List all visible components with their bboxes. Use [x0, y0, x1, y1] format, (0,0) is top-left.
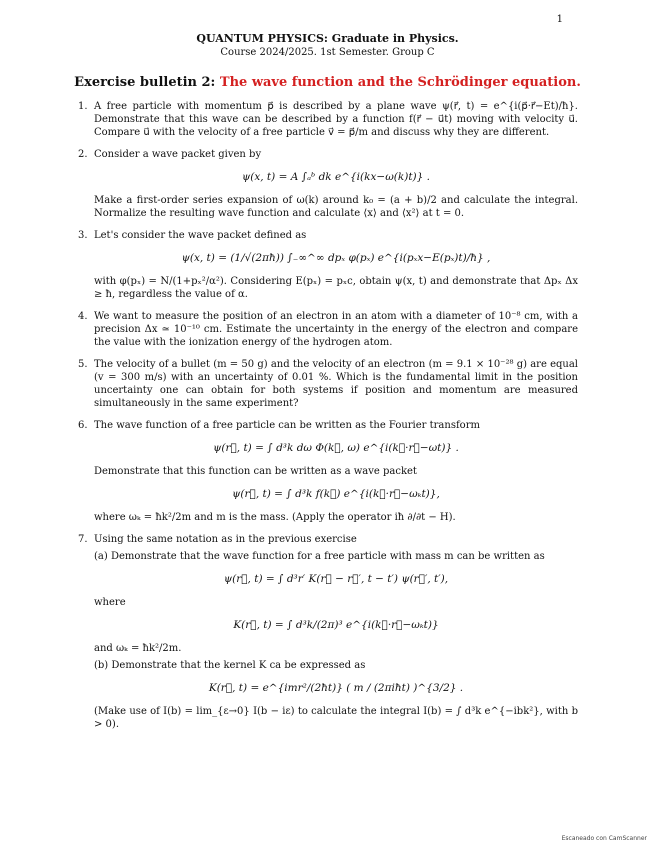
- exercise-number: 7.: [78, 534, 88, 545]
- exercise-intro: Let's consider the wave packet defined as: [94, 230, 307, 241]
- exercise-text: The velocity of a bullet (m = 50 g) and the velocity of an electron (m = 9.1 × 10⁻²⁸ g) are equal (v = 300 m/s) with an uncertainty of 0.01 %. Which is the fundamental limit in the position uncertainty one can obtain for both systems if position and momentum are measured simultaneously in the same experiment?: [94, 359, 578, 409]
- exercise-text: A free particle with momentum p⃗ is described by a plane wave ψ(r⃗, t) = e^{i(p⃗·r⃗−Et)/ħ}. Demonstrate that this wave can be described by a function f(r⃗ − u⃗t) moving with velocity u⃗. Compare u⃗ with the velocity of a free particle v⃗ = p⃗/m and discuss why they are different.: [94, 101, 578, 138]
- exercise-number: 2.: [78, 149, 88, 160]
- exercise-mid: Demonstrate that this function can be written as a wave packet: [94, 466, 417, 477]
- exercise-where: where: [94, 597, 126, 608]
- exercise-7: [78, 533, 578, 731]
- exercise-4: [78, 310, 578, 349]
- exercise-5: [78, 358, 578, 410]
- course-subtitle: Course 2024/2025. 1st Semester. Group C: [220, 47, 435, 58]
- exercise-list: [78, 100, 578, 740]
- exercise-number: 3.: [78, 230, 88, 241]
- exercise-3: [78, 229, 578, 301]
- equation: ψ(x, t) = A ∫ₐᵇ dk e^{i(kx−ω(k)t)} .: [241, 171, 431, 183]
- equation: K(r⃗, t) = ∫ d³k/(2π)³ e^{i(k⃗·r⃗−ωₖt)}: [233, 619, 439, 631]
- exercise-number: 4.: [78, 311, 88, 322]
- equation: ψ(r⃗, t) = ∫ d³r′ K(r⃗ − r⃗′, t − t′) ψ(r⃗′, t′),: [223, 573, 449, 585]
- exercise-text: We want to measure the position of an electron in an atom with a diameter of 10⁻⁸ cm, with a precision Δx ≃ 10⁻¹⁰ cm. Estimate the uncertainty in the energy of the electron and compare the value with the ionization energy of the hydrogen atom.: [94, 311, 578, 348]
- exercise-number: 5.: [78, 359, 88, 370]
- equation: K(r⃗, t) = e^{imr²/(2ħt)} ( m / (2πiħt) )^{3/2} .: [208, 682, 464, 694]
- course-title: QUANTUM PHYSICS: Graduate in Physics.: [196, 32, 459, 45]
- exercise-text: where ωₖ = ħk²/2m and m is the mass. (Apply the operator iħ ∂/∂t − H).: [94, 512, 456, 523]
- exercise-intro: Using the same notation as in the previous exercise: [94, 534, 357, 545]
- exercise-1: [78, 100, 578, 139]
- equation: ψ(r⃗, t) = ∫ d³k dω Φ(k⃗, ω) e^{i(k⃗·r⃗−ωt)} .: [213, 442, 459, 454]
- equation: ψ(x, t) = (1/√(2πħ)) ∫₋∞^∞ dpₓ φ(pₓ) e^{i(pₓx−E(pₓ)t)/ħ} ,: [181, 252, 491, 264]
- exercise-text: Make a first-order series expansion of ω(k) around k₀ = (a + b)/2 and calculate the integral. Normalize the resulting wave function and calculate ⟨x⟩ and ⟨x²⟩ at t = 0.: [94, 195, 578, 219]
- exercise-number: 6.: [78, 420, 88, 431]
- bulletin-topic: The wave function and the Schrödinger equation.: [219, 75, 581, 90]
- exercise-2: [78, 148, 578, 220]
- exercise-part-a: (a) Demonstrate that the wave function for a free particle with mass m can be written as: [94, 551, 545, 562]
- bulletin-label: Exercise bulletin 2:: [74, 75, 220, 90]
- scan-watermark: Escaneado con CamScanner: [561, 835, 647, 842]
- exercise-part-b: (b) Demonstrate that the kernel K ca be expressed as: [94, 660, 366, 671]
- equation: ψ(r⃗, t) = ∫ d³k f(k⃗) e^{i(k⃗·r⃗−ωₖt)},: [232, 488, 440, 500]
- exercise-intro: Consider a wave packet given by: [94, 149, 262, 160]
- exercise-number: 1.: [78, 101, 88, 112]
- bulletin-heading: [0, 75, 655, 90]
- exercise-intro: The wave function of a free particle can be written as the Fourier transform: [94, 420, 480, 431]
- exercise-6: [78, 419, 578, 524]
- exercise-text: with φ(pₓ) = N/(1+pₓ²/α²). Considering E(pₓ) = pₓc, obtain ψ(x, t) and demonstrate that Δpₓ Δx ≥ ħ, regardless the value of α.: [94, 276, 578, 300]
- exercise-text: (Make use of I(b) = lim_{ε→0} I(b − iε) to calculate the integral I(b) = ∫ d³k e^{−ibk²}, with b > 0).: [94, 706, 578, 730]
- page-number: 1: [556, 14, 563, 25]
- exercise-and: and ωₖ = ħk²/2m.: [94, 643, 182, 654]
